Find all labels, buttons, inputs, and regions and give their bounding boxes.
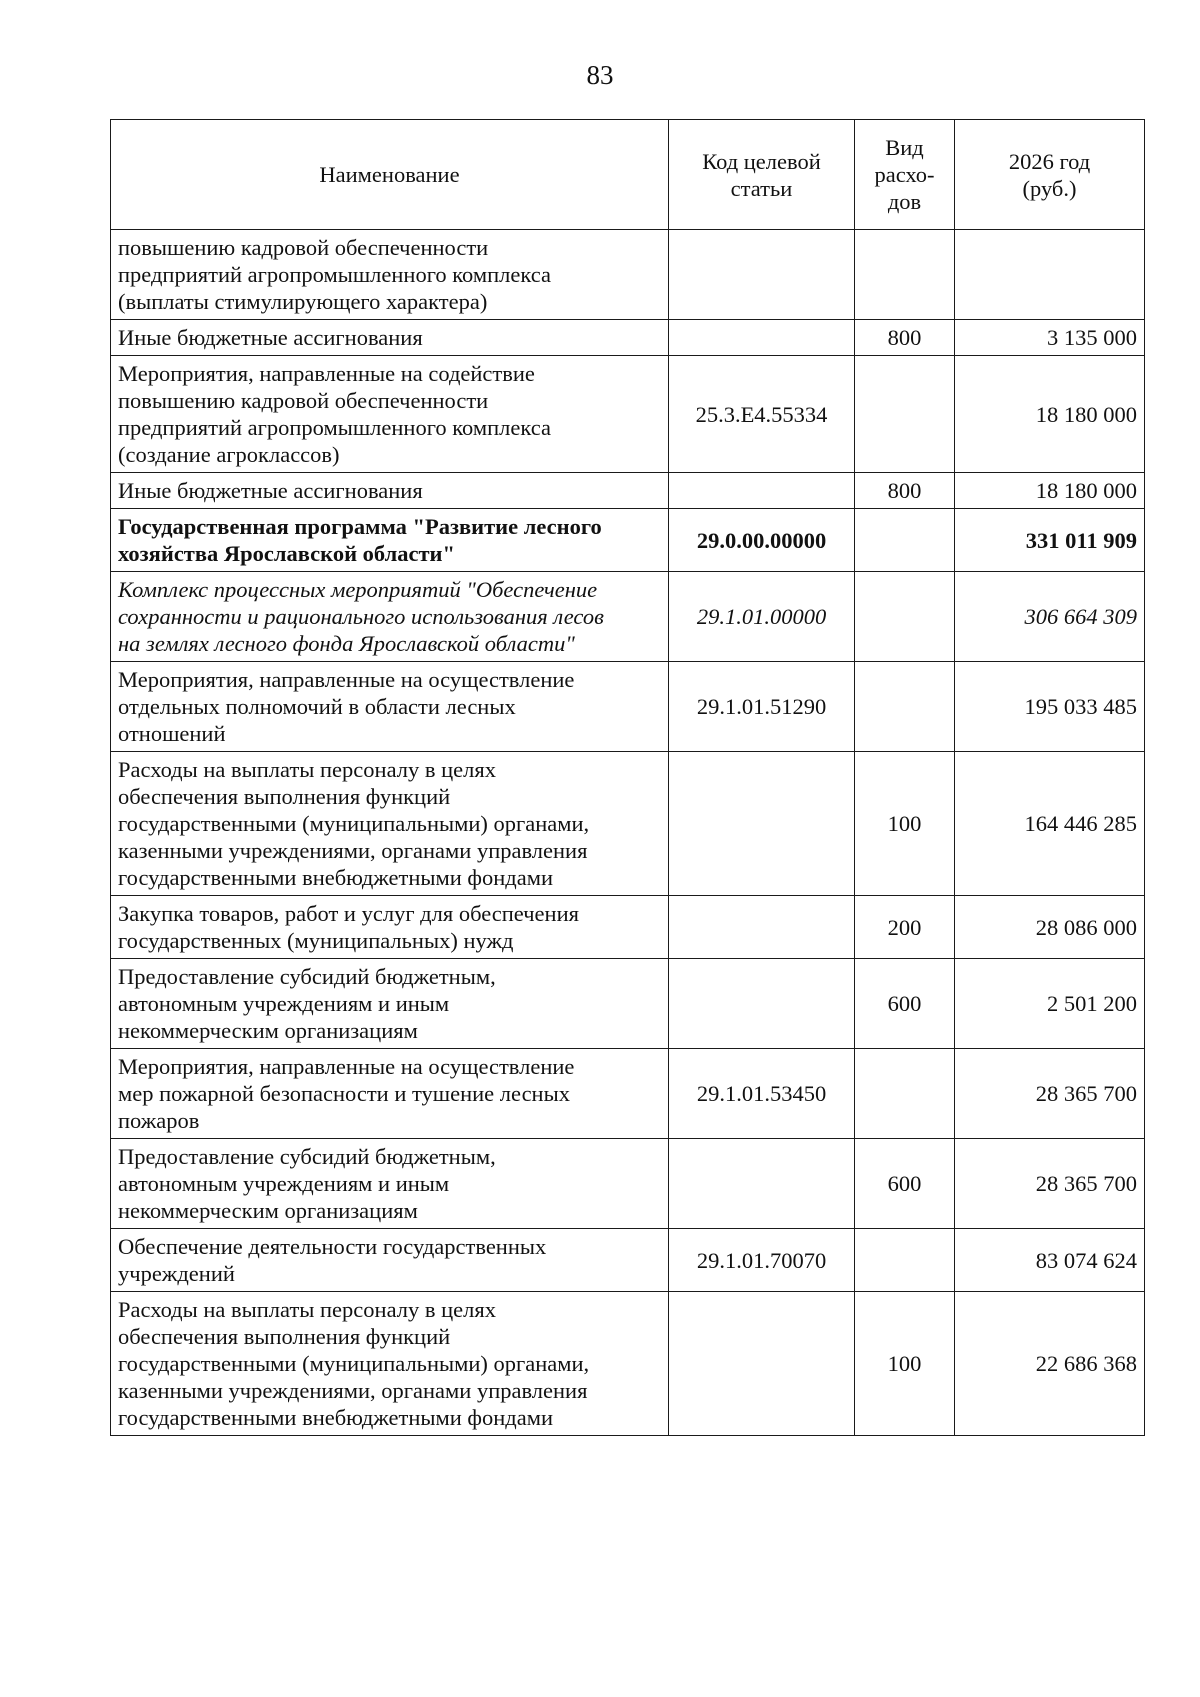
- row-code: 25.3.Е4.55334: [669, 356, 855, 473]
- budget-table: [110, 119, 1145, 1436]
- row-code: [669, 1139, 855, 1229]
- row-code: 29.1.01.53450: [669, 1049, 855, 1139]
- row-expense-kind: [855, 662, 955, 752]
- program-row: [111, 509, 1145, 572]
- row-expense-kind: [855, 356, 955, 473]
- row-name: Иные бюджетные ассигнования: [111, 320, 669, 356]
- row-expense-kind: 100: [855, 752, 955, 896]
- row-expense-kind: 600: [855, 959, 955, 1049]
- row-amount: 3 135 000: [955, 320, 1145, 356]
- row-name: Государственная программа "Развитие лесного хозяйства Ярославской области": [111, 509, 669, 572]
- row-name: Предоставление субсидий бюджетным, автономным учреждениям и иным некоммерческим организациям: [111, 1139, 669, 1229]
- table-row: [111, 230, 1145, 320]
- row-expense-kind: 800: [855, 473, 955, 509]
- row-name: Расходы на выплаты персоналу в целях обеспечения выполнения функций государственными (муниципальными) органами, казенными учреждениями, органами управления государственными внебюджетными фондами: [111, 752, 669, 896]
- table-row: [111, 752, 1145, 896]
- row-amount: 22 686 368: [955, 1292, 1145, 1436]
- row-amount: 28 086 000: [955, 896, 1145, 959]
- row-expense-kind: [855, 509, 955, 572]
- row-code: [669, 896, 855, 959]
- page-number: 83: [586, 60, 614, 90]
- row-name: Мероприятия, направленные на осуществление мер пожарной безопасности и тушение лесных пожаров: [111, 1049, 669, 1139]
- row-amount: 2 501 200: [955, 959, 1145, 1049]
- row-code: [669, 959, 855, 1049]
- row-expense-kind: 800: [855, 320, 955, 356]
- row-amount: 28 365 700: [955, 1139, 1145, 1229]
- table-header: [111, 120, 1145, 230]
- header-code: Код целевой статьи: [669, 120, 855, 230]
- row-amount: 18 180 000: [955, 473, 1145, 509]
- row-expense-kind: [855, 572, 955, 662]
- table-row: [111, 1049, 1145, 1139]
- row-amount: 164 446 285: [955, 752, 1145, 896]
- row-name: Обеспечение деятельности государственных учреждений: [111, 1229, 669, 1292]
- row-code: [669, 752, 855, 896]
- row-code: [669, 1292, 855, 1436]
- header-amount-2026: 2026 год (руб.): [955, 120, 1145, 230]
- row-amount: 18 180 000: [955, 356, 1145, 473]
- row-amount: 83 074 624: [955, 1229, 1145, 1292]
- table-row: [111, 1139, 1145, 1229]
- table-row: [111, 896, 1145, 959]
- row-name: Закупка товаров, работ и услуг для обеспечения государственных (муниципальных) нужд: [111, 896, 669, 959]
- row-code: 29.1.01.00000: [669, 572, 855, 662]
- header-expense-kind: Вид расхо- дов: [855, 120, 955, 230]
- row-code: 29.0.00.00000: [669, 509, 855, 572]
- table-row: [111, 473, 1145, 509]
- table-row: [111, 1229, 1145, 1292]
- table-row: [111, 1292, 1145, 1436]
- row-amount: 331 011 909: [955, 509, 1145, 572]
- table-row: [111, 320, 1145, 356]
- table-row: [111, 356, 1145, 473]
- row-name: Мероприятия, направленные на содействие повышению кадровой обеспеченности предприятий агропромышленного комплекса (создание агроклассов): [111, 356, 669, 473]
- row-amount: 28 365 700: [955, 1049, 1145, 1139]
- complex-row: [111, 572, 1145, 662]
- row-name: Расходы на выплаты персоналу в целях обеспечения выполнения функций государственными (муниципальными) органами, казенными учреждениями, органами управления государственными внебюджетными фондами: [111, 1292, 669, 1436]
- row-code: [669, 230, 855, 320]
- row-amount: 195 033 485: [955, 662, 1145, 752]
- header-row: [111, 120, 1145, 230]
- row-expense-kind: 600: [855, 1139, 955, 1229]
- row-name: Предоставление субсидий бюджетным, автономным учреждениям и иным некоммерческим организациям: [111, 959, 669, 1049]
- row-expense-kind: [855, 230, 955, 320]
- row-name: Иные бюджетные ассигнования: [111, 473, 669, 509]
- row-expense-kind: 100: [855, 1292, 955, 1436]
- header-name: Наименование: [111, 120, 669, 230]
- row-amount: 306 664 309: [955, 572, 1145, 662]
- table-body: [111, 230, 1145, 1436]
- row-code: [669, 473, 855, 509]
- row-code: 29.1.01.70070: [669, 1229, 855, 1292]
- table-row: [111, 662, 1145, 752]
- row-name: Комплекс процессных мероприятий "Обеспечение сохранности и рационального использования лесов на землях лесного фонда Ярославской области": [111, 572, 669, 662]
- row-code: 29.1.01.51290: [669, 662, 855, 752]
- row-expense-kind: [855, 1229, 955, 1292]
- row-name: Мероприятия, направленные на осуществление отдельных полномочий в области лесных отношений: [111, 662, 669, 752]
- table-row: [111, 959, 1145, 1049]
- row-expense-kind: 200: [855, 896, 955, 959]
- row-name: повышению кадровой обеспеченности предприятий агропромышленного комплекса (выплаты стимулирующего характера): [111, 230, 669, 320]
- row-expense-kind: [855, 1049, 955, 1139]
- row-amount: [955, 230, 1145, 320]
- row-code: [669, 320, 855, 356]
